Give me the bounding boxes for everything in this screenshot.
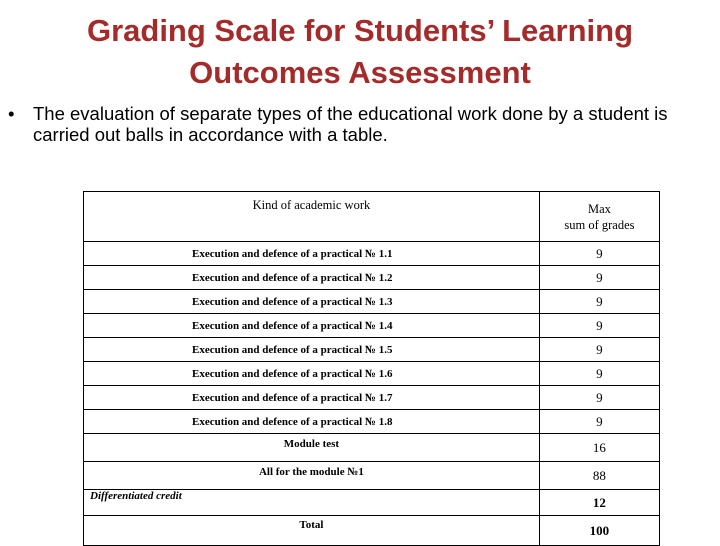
grading-table [83, 191, 660, 546]
bullet-icon: • [8, 103, 15, 124]
table-row [84, 314, 660, 338]
module-total-row [84, 462, 660, 490]
header-max-grades [539, 192, 659, 242]
table-header-row [84, 192, 660, 242]
max-cell: 9 [539, 362, 659, 386]
module-total-label: All for the module №1 [84, 462, 540, 490]
work-cell: Execution and defence of a practical № 1.4 [84, 314, 540, 338]
max-cell: 9 [539, 290, 659, 314]
max-cell: 9 [539, 314, 659, 338]
work-cell: Execution and defence of a practical № 1.7 [84, 386, 540, 410]
differentiated-credit-label: Differentiated credit [84, 490, 540, 516]
table-row [84, 266, 660, 290]
table-row [84, 338, 660, 362]
table-row [84, 386, 660, 410]
work-cell: Execution and defence of a practical № 1.5 [84, 338, 540, 362]
slide-title [0, 10, 720, 94]
work-cell: Execution and defence of a practical № 1.6 [84, 362, 540, 386]
max-cell: 9 [539, 410, 659, 434]
slide-title-line1: Grading Scale for Students’ Learning [86, 13, 634, 48]
differentiated-credit-row [84, 490, 660, 516]
max-cell: 9 [539, 338, 659, 362]
work-cell: Execution and defence of a practical № 1.3 [84, 290, 540, 314]
max-cell: 9 [539, 386, 659, 410]
bullet-text: The evaluation of separate types of the educational work done by a student is carried out balls in accordance with a table. [33, 103, 668, 145]
max-cell: 9 [539, 266, 659, 290]
total-max: 100 [539, 516, 659, 546]
module-total-max: 88 [539, 462, 659, 490]
header-max-line2: sum of grades [564, 217, 635, 232]
work-cell: Execution and defence of a practical № 1.2 [84, 266, 540, 290]
header-max-line1: Max [587, 201, 611, 216]
header-kind-of-work: Kind of academic work [84, 192, 540, 242]
module-test-max: 16 [539, 434, 659, 462]
module-test-row [84, 434, 660, 462]
work-cell: Execution and defence of a practical № 1.8 [84, 410, 540, 434]
work-cell: Execution and defence of a practical № 1.1 [84, 242, 540, 266]
max-cell: 9 [539, 242, 659, 266]
table-row [84, 410, 660, 434]
table-row [84, 362, 660, 386]
total-label: Total [84, 516, 540, 546]
table-row [84, 290, 660, 314]
module-test-label: Module test [84, 434, 540, 462]
differentiated-credit-max: 12 [539, 490, 659, 516]
slide-title-line2: Outcomes Assessment [189, 55, 531, 90]
table-row [84, 242, 660, 266]
total-row [84, 516, 660, 546]
